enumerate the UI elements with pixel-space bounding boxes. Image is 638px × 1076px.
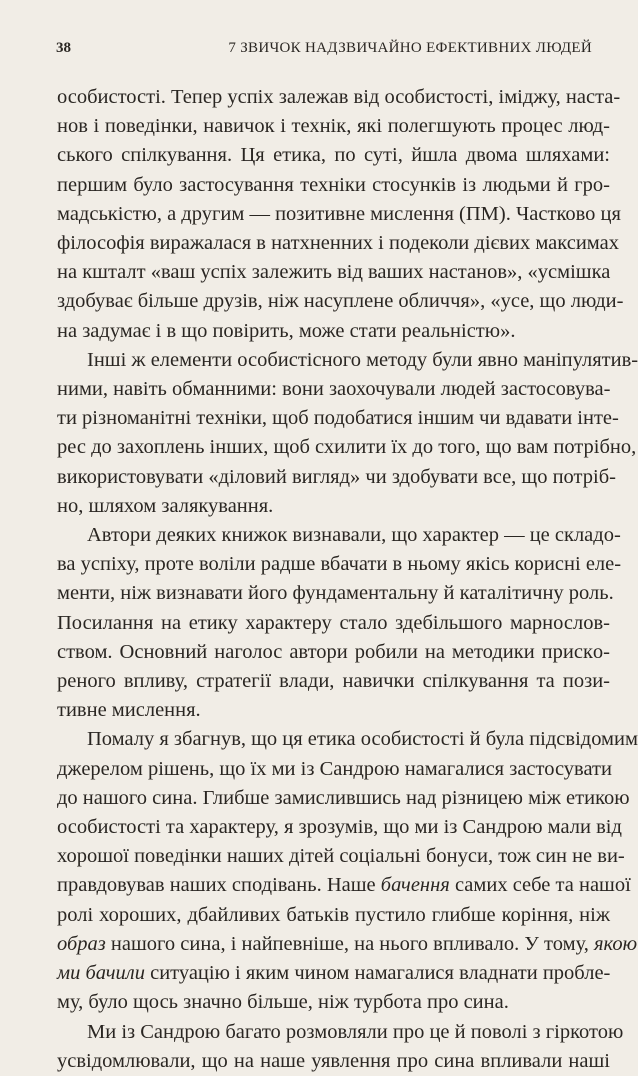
text-line: ними, навіть обманними: вони заохочували людей застосовува-	[57, 378, 611, 401]
text-line: філософія виражалася в натхненних і подеколи дієвих максимах	[57, 232, 619, 255]
text-line: ти різноманітні техніки, щоб подобатися іншим чи вдавати інте-	[57, 407, 619, 430]
text-line: джерелом рішень, що їх ми із Сандрою намагалися застосувати	[57, 757, 612, 780]
text-line: Помалу я збагнув, що ця етика особистості й була підсвідомим	[87, 728, 638, 751]
paragraph	[57, 521, 622, 725]
text-line: ми бачили ситуацію і яким чином намагалися владнати пробле-	[57, 962, 611, 985]
text-line: му, було щось значно більше, ніж турбота про сина.	[57, 991, 509, 1014]
running-head: 7 ЗВИЧОК НАДЗВИЧАЙНО ЕФЕКТИВНИХ ЛЮДЕЙ	[228, 40, 592, 56]
text-line: використовувати «діловий вигляд» чи здобувати все, що потріб-	[57, 465, 616, 488]
text-line: Інші ж елементи особистісного методу були явно маніпулятив-	[87, 348, 638, 371]
emphasis: образ	[57, 932, 106, 955]
text-line: менти, ніж визнавати його фундаментальну й каталітичну роль.	[57, 582, 614, 605]
text-line: Автори деяких книжок визнавали, що характер — це складо-	[87, 524, 621, 547]
text-line: Посилання на етику характеру стало здебільшого марнослов-	[57, 611, 610, 634]
page-number: 38	[56, 40, 71, 56]
text-line: Ми із Сандрою багато розмовляли про це й поволі з гіркотою	[87, 1020, 624, 1043]
text-line: здобуває більше друзів, ніж насуплене обличчя», «усе, що люди-	[57, 290, 624, 313]
text-line: реного впливу, стратегії влади, навички спілкування та пози-	[57, 670, 610, 693]
emphasis: якою	[594, 932, 638, 955]
text-line: но, шляхом залякування.	[57, 494, 274, 517]
text-line: ського спілкування. Ця етика, по суті, йшла двома шляхами:	[57, 144, 610, 167]
text-line: хорошої поведінки наших дітей соціальні бонуси, тож син не ви-	[57, 845, 625, 868]
text-line: першим було застосування техніки стосунків із людьми й гро-	[57, 173, 610, 196]
text-line: рес до захоплень інших, щоб схилити їх до того, що вам потрібно,	[57, 436, 637, 459]
text-line: правдовував наших сподівань. Наше бачення самих себе та нашої	[57, 874, 631, 897]
emphasis: бачення	[380, 874, 450, 897]
paragraph	[57, 346, 638, 521]
paragraph	[57, 1018, 624, 1076]
text-line: мадськістю, а другим — позитивне мислення (ПМ). Частково ця	[57, 202, 621, 225]
text-line: до нашого сина. Глибше замислившись над різницею між етикою	[57, 786, 630, 809]
paragraph	[57, 83, 624, 346]
text-line: ролі хороших, дбайливих батьків пустило глибше коріння, ніж	[57, 903, 610, 926]
emphasis: ми бачили	[57, 962, 145, 985]
paragraph	[57, 725, 638, 1017]
text-line: особистості та характеру, я зрозумів, що ми із Сандрою мали від	[57, 816, 622, 839]
body-text	[57, 83, 638, 1076]
text-line: особистості. Тепер успіх залежав від особистості, іміджу, наста-	[57, 86, 621, 108]
text-line: на задумає і в що повірить, може стати реальністю».	[57, 319, 516, 342]
text-line: нов і поведінки, навичок і технік, які полегшують процес люд-	[57, 115, 610, 138]
text-line: на кшталт «ваш успіх залежить від ваших настанов», «усмішка	[57, 261, 611, 284]
text-line: ва успіху, проте воліли радше вбачати в ньому якісь корисні еле-	[57, 553, 622, 576]
text-line: усвідомлювали, що на наше уявлення про сина впливали наші	[57, 1049, 610, 1072]
text-line: тивне мислення.	[57, 699, 201, 722]
text-line: ством. Основний наголос автори робили на методики прискo-	[57, 640, 610, 663]
text-line: образ нашого сина, і найпевніше, на нього впливало. У тому, якою	[57, 932, 638, 955]
